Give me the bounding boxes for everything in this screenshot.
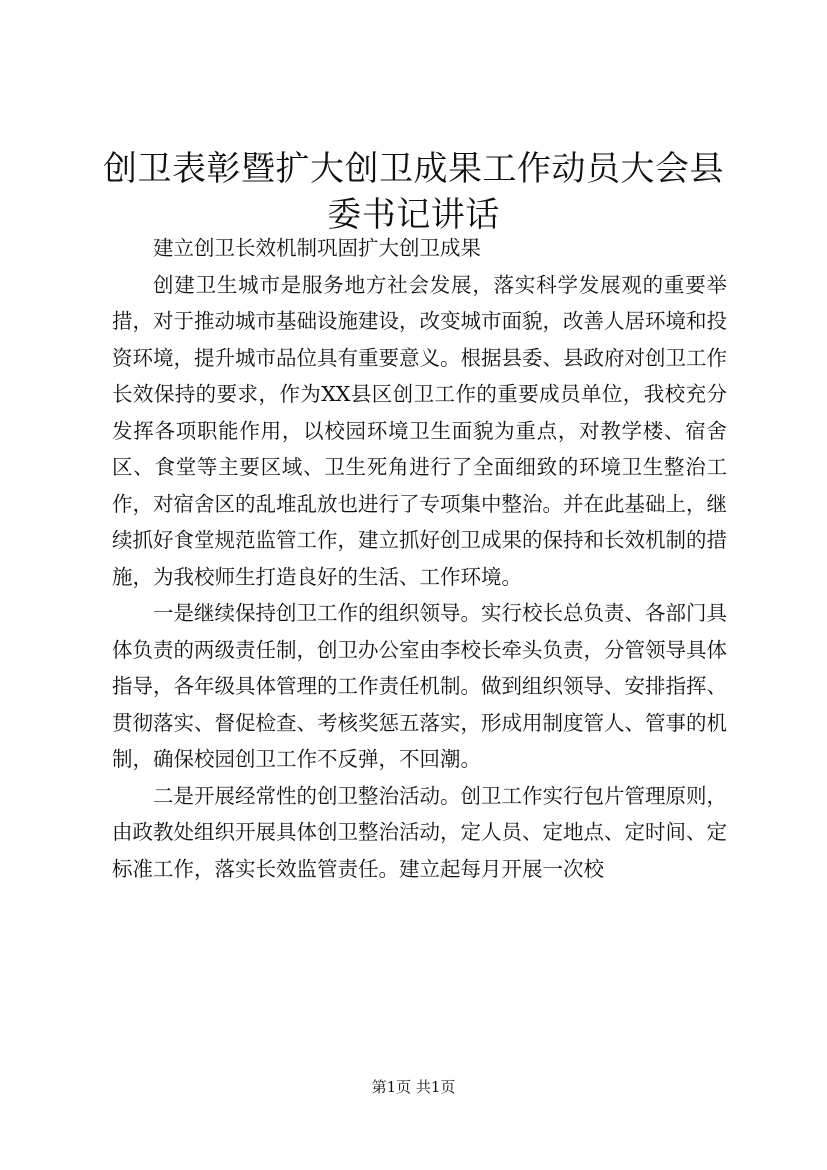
body-paragraph-3: 二是开展经常性的创卫整治活动。创卫工作实行包片管理原则，由政教处组织开展具体创卫整治活动，定人员、定地点、定时间、定标准工作，落实长效监管责任。建立起每月开展一次校 <box>112 783 727 881</box>
body-paragraph-1: 创建卫生城市是服务地方社会发展，落实科学发展观的重要举措，对于推动城市基础设施建设，改变城市面貌，改善人居环境和投资环境，提升城市品位具有重要意义。根据县委、县政府对创卫工作长效保持的要求，作为XX县区创卫工作的重要成员单位，我校充分发挥各项职能作用，以校园环境卫生面貌为重点，对教学楼、宿舍区、食堂等主要区域、卫生死角进行了全面细致的环境卫生整治工作，对宿舍区的乱堆乱放也进行了专项集中整治。并在此基础上，继续抓好食堂规范监管工作，建立抓好创卫成果的保持和长效机制的措施，为我校师生打造良好的生活、工作环境。 <box>112 272 727 589</box>
page-footer: 第1页 共1页 <box>371 1078 456 1096</box>
document-body <box>112 230 727 887</box>
subtitle-paragraph: 建立创卫长效机制巩固扩大创卫成果 <box>153 236 481 260</box>
document-title: 创卫表彰暨扩大创卫成果工作动员大会县委书记讲话 <box>103 149 724 235</box>
body-paragraph-2: 一是继续保持创卫工作的组织领导。实行校长总负责、各部门具体负责的两级责任制，创卫办公室由李校长牵头负责，分管领导具体指导，各年级具体管理的工作责任机制。做到组织领导、安排指挥、贯彻落实、督促检查、考核奖惩五落实，形成用制度管人、管事的机制，确保校园创卫工作不反弹，不回潮。 <box>112 601 727 771</box>
